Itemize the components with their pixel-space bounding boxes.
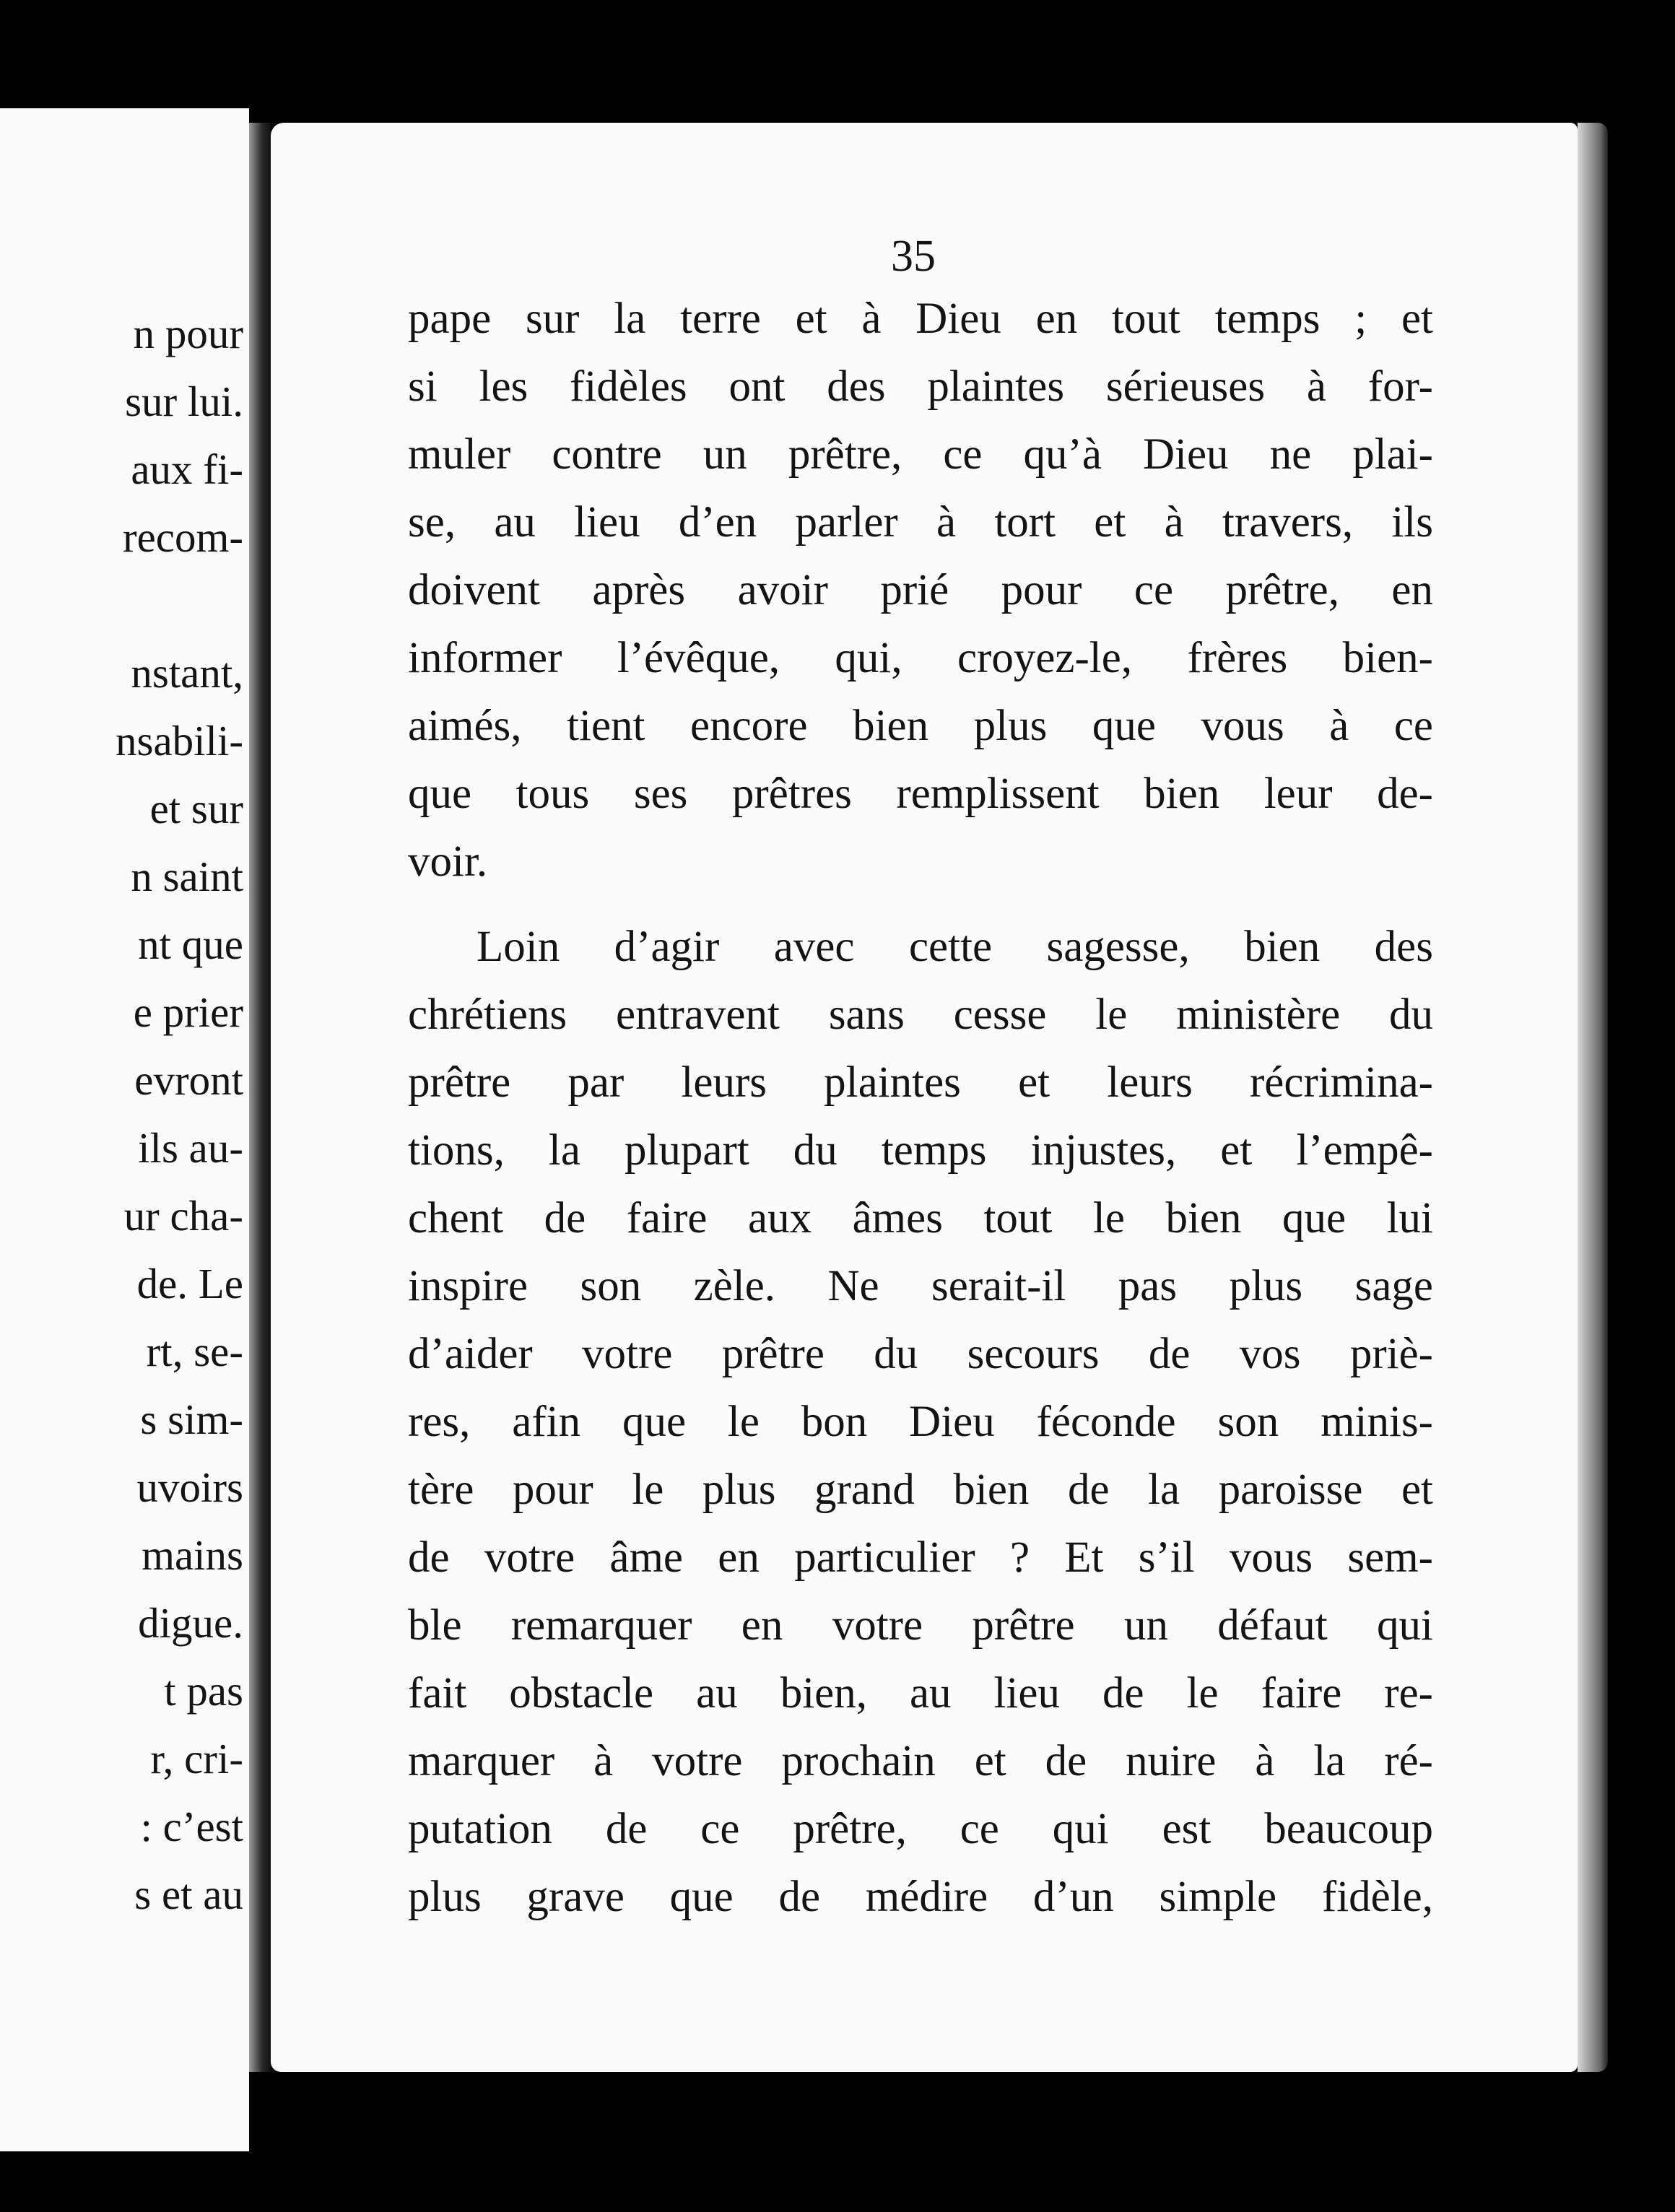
left-page-line: t pas [164,1667,243,1715]
left-page-line: n pour [133,310,243,357]
left-page-line: ils au- [138,1124,243,1172]
body-text-line: voir. [408,837,488,886]
body-text-line: si les fidèles ont des plaintes sérieuses à for- [408,362,1433,411]
left-facing-page [0,108,249,2151]
left-page-line [0,571,243,639]
body-text-line: de votre âme en particulier ? Et s’il vous sem- [408,1533,1433,1582]
body-text-line: prêtre par leurs plaintes et leurs récrimina- [408,1058,1433,1107]
left-page-line: n saint [131,853,243,900]
body-text-line: d’aider votre prêtre du secours de vos priè- [408,1330,1433,1378]
page-body-text [408,285,1433,1931]
left-page-line: sur lui. [125,378,243,425]
body-text-line: que tous ses prêtres remplissent bien leur de- [408,770,1433,818]
left-page-line: aux fi- [131,445,243,493]
body-text-line: chrétiens entravent sans cesse le ministère du [408,990,1433,1039]
body-text-line: inspire son zèle. Ne serait-il pas plus sage [408,1262,1433,1310]
page-edge [1578,123,1608,2072]
body-text-line: informer l’évêque, qui, croyez-le, frères bien- [408,634,1433,682]
left-page-line: mains [142,1531,243,1579]
body-text-line: fait obstacle au bien, au lieu de le faire re- [408,1669,1433,1717]
left-page-line: nt que [138,920,243,968]
left-page-line: r, cri- [150,1735,243,1782]
left-page-line: : c’est [140,1803,243,1850]
left-page-line: recom- [122,513,243,561]
left-page-text [0,300,243,1928]
body-text-line: plus grave que de médire d’un simple fidèle, [408,1873,1433,1921]
body-text-line: chent de faire aux âmes tout le bien que lui [408,1194,1433,1242]
body-text-line: Loin d’agir avec cette sagesse, bien des [477,923,1433,971]
left-page-line: rt, se- [146,1328,243,1375]
left-page-line: s sim- [140,1395,243,1443]
left-page-line: et sur [149,785,243,832]
body-text-line: pape sur la terre et à Dieu en tout temps ; et [408,295,1433,343]
body-text-line: se, au lieu d’en parler à tort et à travers, ils [408,498,1433,547]
left-page-line: nsabili- [116,717,243,765]
page-number: 35 [891,232,936,281]
left-page-line: s et au [134,1871,243,1918]
left-page-line: de. Le [136,1260,243,1307]
body-text-line: tère pour le plus grand bien de la paroisse et [408,1466,1433,1514]
body-text-line: tions, la plupart du temps injustes, et l’empê- [408,1126,1433,1175]
body-text-line: putation de ce prêtre, ce qui est beaucoup [408,1805,1433,1853]
body-text-line: marquer à votre prochain et de nuire à la ré- [408,1737,1433,1785]
left-page-line: uvoirs [136,1463,243,1511]
body-text-line: aimés, tient encore bien plus que vous à ce [408,702,1433,750]
body-text-line: res, afin que le bon Dieu féconde son minis- [408,1398,1433,1446]
left-page-line: digue. [138,1599,243,1647]
left-page-line: nstant, [131,649,243,697]
left-page-line: ur cha- [123,1192,243,1240]
book-gutter [249,123,271,2072]
body-text-line: doivent après avoir prié pour ce prêtre, en [408,566,1433,614]
left-page-line: e prier [133,988,243,1036]
body-text-line: muler contre un prêtre, ce qu’à Dieu ne plai- [408,430,1433,479]
body-text-line: ble remarquer en votre prêtre un défaut qui [408,1601,1433,1650]
left-page-line: evront [134,1056,243,1104]
paragraph-gap [408,896,1433,913]
